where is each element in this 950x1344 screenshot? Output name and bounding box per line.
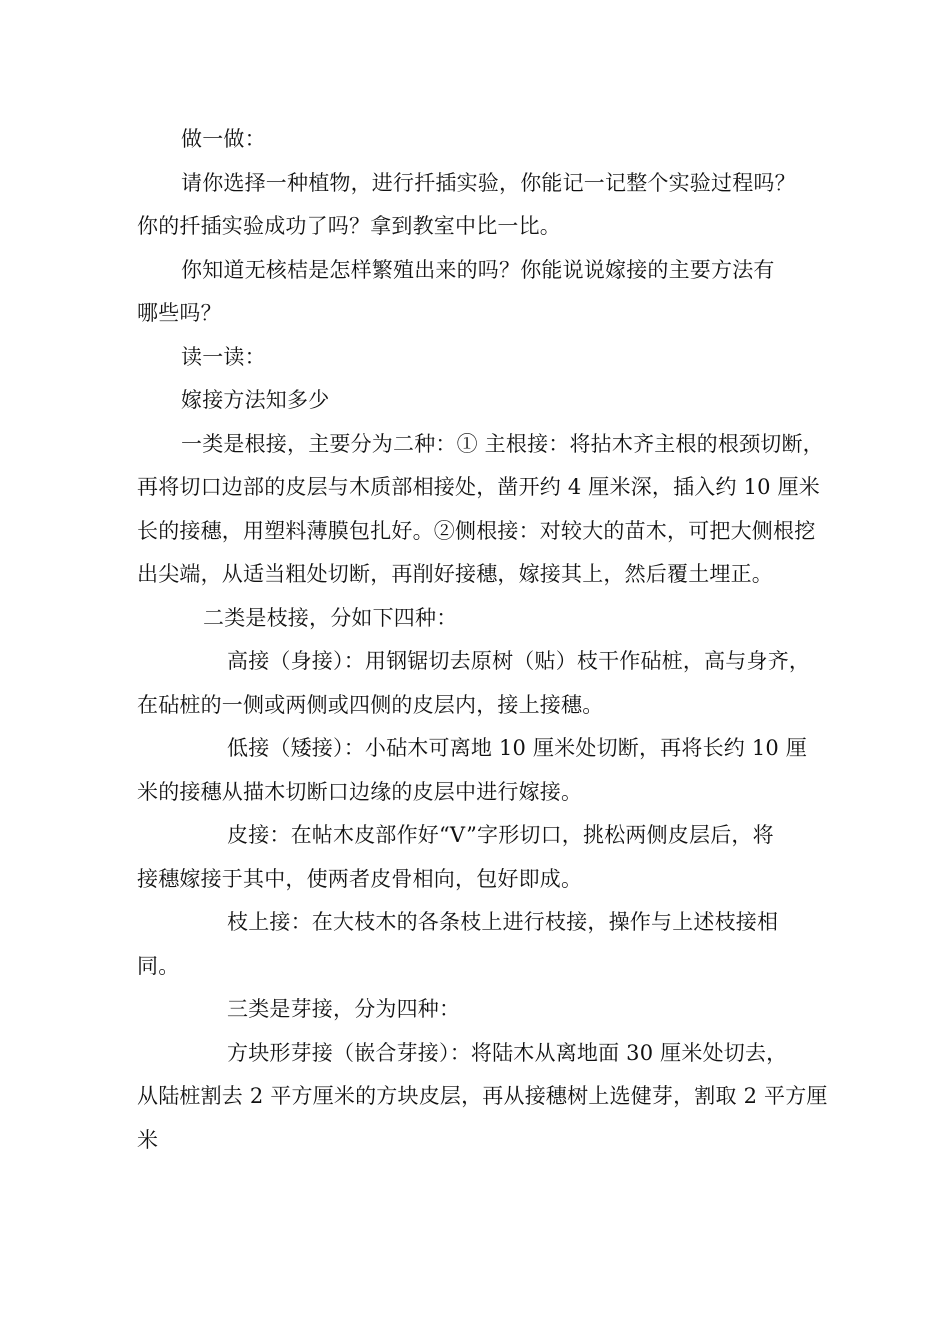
document-body (137, 118, 837, 1162)
paragraph-line: 从陆桩割去 2 平方厘米的方块皮层，再从接穗树上选健芽，割取 2 平方厘 (137, 1084, 828, 1108)
subsection-heading: 二类是枝接，分如下四种： (203, 605, 458, 630)
paragraph-line: 高接（身接）：用钢锯切去原树（贴）枝干作砧桩，高与身齐， (227, 649, 811, 673)
paragraph-line: 枝上接：在大枝木的各条枝上进行枝接，操作与上述枝接相 (227, 910, 779, 934)
paragraph-line: 米的接穗从描木切断口边缘的皮层中进行嫁接。 (137, 779, 583, 804)
paragraph-line: 米 (137, 1127, 159, 1152)
article-title: 嫁接方法知多少 (181, 388, 330, 412)
section-heading-read: 读一读： (181, 344, 266, 369)
paragraph-line: 请你选择一种植物，进行扦插实验，你能记一记整个实验过程吗？ (181, 170, 796, 195)
paragraph-line: 接穗嫁接于其中，使两者皮骨相向，包好即成。 (137, 866, 583, 891)
paragraph-line: 你的扦插实验成功了吗？拿到教室中比一比。 (137, 214, 561, 238)
section-heading-do: 做一做： (181, 127, 266, 151)
paragraph-line: 再将切口边部的皮层与木质部相接处，凿开约 4 厘米深，插入约 10 厘米 (137, 475, 820, 499)
paragraph-line: 一类是根接，主要分为二种：① 主根接：将拈木齐主根的根颈切断， (181, 431, 824, 456)
paragraph-line: 方块形芽接（嵌合芽接）：将陆木从离地面 30 厘米处切去， (227, 1040, 788, 1065)
paragraph-line: 同。 (137, 953, 180, 978)
paragraph-line: 皮接：在帖木皮部作好“V”字形切口，挑松两侧皮层后，将 (227, 823, 774, 847)
paragraph-line: 你知道无核桔是怎样繁殖出来的吗？你能说说嫁接的主要方法有 (181, 257, 775, 282)
paragraph-line: 在砧桩的一侧或两侧或四侧的皮层内，接上接穗。 (137, 692, 604, 717)
paragraph-line: 哪些吗？ (137, 301, 222, 325)
paragraph-line: 长的接穗，用塑料薄膜包扎好。②侧根接：对较大的苗木，可把大侧根挖 (137, 518, 816, 543)
paragraph-line: 出尖端，从适当粗处切断，再削好接穗，嫁接其上，然后覆土埋正。 (137, 562, 773, 586)
paragraph-line: 低接（矮接）：小砧木可离地 10 厘米处切断，再将长约 10 厘 (227, 736, 808, 760)
subsection-heading: 三类是芽接，分为四种： (227, 997, 461, 1021)
